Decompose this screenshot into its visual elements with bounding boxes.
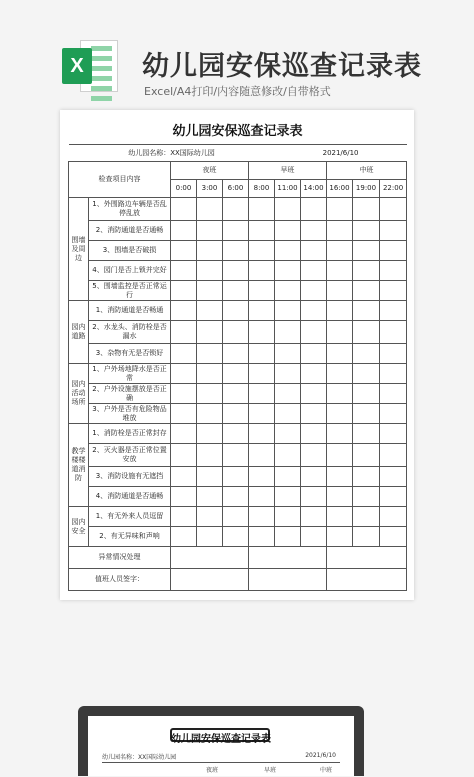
time-header: 11:00 xyxy=(275,180,301,198)
record-cell[interactable] xyxy=(353,344,380,364)
record-cell[interactable] xyxy=(171,301,197,321)
page-header xyxy=(0,0,474,110)
record-cell[interactable] xyxy=(223,507,249,527)
record-cell[interactable] xyxy=(301,507,327,527)
record-cell[interactable] xyxy=(197,404,223,424)
table-row xyxy=(69,487,407,507)
time-header: 14:00 xyxy=(301,180,327,198)
check-item: 4、消防通道是否通畅 xyxy=(89,487,171,507)
record-cell[interactable] xyxy=(249,424,275,444)
record-cell[interactable] xyxy=(171,384,197,404)
record-cell[interactable] xyxy=(275,487,301,507)
record-cell[interactable] xyxy=(380,241,407,261)
record-cell[interactable] xyxy=(223,261,249,281)
record-cell[interactable] xyxy=(353,487,380,507)
record-cell[interactable] xyxy=(171,321,197,344)
record-cell[interactable] xyxy=(249,344,275,364)
category-cell: 园内活动场所 xyxy=(69,364,89,424)
category-cell: 围墙及周边 xyxy=(69,198,89,301)
record-cell[interactable] xyxy=(301,321,327,344)
record-cell[interactable] xyxy=(223,487,249,507)
table-row xyxy=(69,444,407,467)
document-sheet xyxy=(60,110,414,600)
record-cell[interactable] xyxy=(197,261,223,281)
record-cell[interactable] xyxy=(301,344,327,364)
preview-title: 幼儿园安保巡查记录表 xyxy=(171,734,271,745)
record-cell[interactable] xyxy=(197,507,223,527)
record-cell[interactable] xyxy=(171,198,197,221)
record-cell[interactable] xyxy=(353,527,380,547)
record-cell[interactable] xyxy=(171,527,197,547)
record-cell[interactable] xyxy=(380,198,407,221)
record-cell[interactable] xyxy=(171,364,197,384)
record-cell[interactable] xyxy=(275,221,301,241)
table-row xyxy=(69,364,407,384)
record-cell[interactable] xyxy=(197,364,223,384)
record-cell[interactable] xyxy=(301,404,327,424)
record-cell[interactable] xyxy=(353,364,380,384)
table-row xyxy=(69,198,407,221)
footer-row xyxy=(69,569,407,591)
check-item: 1、消防栓是否正常封存 xyxy=(89,424,171,444)
table-row xyxy=(69,404,407,424)
record-cell[interactable] xyxy=(223,384,249,404)
record-cell[interactable] xyxy=(197,467,223,487)
table-row xyxy=(69,527,407,547)
table-row xyxy=(69,321,407,344)
school-name: 幼儿园名称：XX国际幼儿园 xyxy=(128,148,215,157)
record-cell[interactable] xyxy=(197,281,223,301)
record-cell[interactable] xyxy=(301,364,327,384)
check-item: 3、杂物有无是否锁好 xyxy=(89,344,171,364)
record-cell[interactable] xyxy=(327,261,353,281)
record-cell[interactable] xyxy=(380,527,407,547)
record-cell[interactable] xyxy=(380,281,407,301)
check-item: 2、有无异味和声响 xyxy=(89,527,171,547)
record-cell[interactable] xyxy=(275,241,301,261)
record-cell[interactable] xyxy=(353,321,380,344)
table-row xyxy=(69,281,407,301)
record-cell[interactable] xyxy=(327,221,353,241)
time-header: 8:00 xyxy=(249,180,275,198)
record-cell[interactable] xyxy=(353,467,380,487)
record-cell[interactable] xyxy=(301,198,327,221)
time-header: 22:00 xyxy=(380,180,407,198)
record-cell[interactable] xyxy=(171,404,197,424)
record-cell[interactable] xyxy=(327,198,353,221)
record-cell[interactable] xyxy=(275,384,301,404)
record-cell[interactable] xyxy=(327,527,353,547)
time-header: 0:00 xyxy=(171,180,197,198)
check-item: 2、灭火器是否正常位置安放 xyxy=(89,444,171,467)
record-cell[interactable] xyxy=(301,301,327,321)
record-cell[interactable] xyxy=(197,444,223,467)
record-cell[interactable] xyxy=(327,321,353,344)
record-cell[interactable] xyxy=(249,507,275,527)
record-cell[interactable] xyxy=(301,424,327,444)
category-cell: 园内道路 xyxy=(69,301,89,364)
table-row xyxy=(69,467,407,487)
check-item: 3、围墙是否破损 xyxy=(89,241,171,261)
record-cell[interactable] xyxy=(197,198,223,221)
record-cell[interactable] xyxy=(197,424,223,444)
record-cell[interactable] xyxy=(171,424,197,444)
record-cell[interactable] xyxy=(275,507,301,527)
record-cell[interactable] xyxy=(275,527,301,547)
record-cell[interactable] xyxy=(353,281,380,301)
record-cell[interactable] xyxy=(301,261,327,281)
record-cell[interactable] xyxy=(275,321,301,344)
record-date: 2021/6/10 xyxy=(322,148,359,157)
check-item: 1、消防通道是否畅通 xyxy=(89,301,171,321)
record-cell[interactable] xyxy=(171,344,197,364)
next-page-preview xyxy=(78,706,364,776)
preview-shift-night: 夜班 xyxy=(206,767,219,774)
record-cell[interactable] xyxy=(301,281,327,301)
record-cell[interactable] xyxy=(380,364,407,384)
record-cell[interactable] xyxy=(327,364,353,384)
record-cell[interactable] xyxy=(249,487,275,507)
record-cell[interactable] xyxy=(301,384,327,404)
check-item: 3、消防设施有无遮挡 xyxy=(89,467,171,487)
record-cell[interactable] xyxy=(197,527,223,547)
record-cell[interactable] xyxy=(353,384,380,404)
time-header: 16:00 xyxy=(327,180,353,198)
record-cell[interactable] xyxy=(249,221,275,241)
record-cell[interactable] xyxy=(353,404,380,424)
record-cell[interactable] xyxy=(223,221,249,241)
record-cell[interactable] xyxy=(249,384,275,404)
shift-header-midday: 中班 xyxy=(327,162,407,180)
record-cell[interactable] xyxy=(380,507,407,527)
record-cell[interactable] xyxy=(301,467,327,487)
record-cell[interactable] xyxy=(327,301,353,321)
record-cell[interactable] xyxy=(353,221,380,241)
record-cell[interactable] xyxy=(301,487,327,507)
record-cell[interactable] xyxy=(223,344,249,364)
signature-cell[interactable] xyxy=(171,569,249,591)
record-cell[interactable] xyxy=(301,221,327,241)
exception-note-cell[interactable] xyxy=(327,547,407,569)
check-item: 1、户外场地降水是否正常 xyxy=(89,364,171,384)
record-cell[interactable] xyxy=(223,364,249,384)
page-title: 幼儿园安保巡查记录表 xyxy=(142,51,422,82)
record-cell[interactable] xyxy=(380,301,407,321)
duty-signature-label: 值班人员签字： xyxy=(69,569,171,591)
exception-note-cell[interactable] xyxy=(171,547,249,569)
check-items-header: 检查项目内容 xyxy=(69,162,171,198)
record-cell[interactable] xyxy=(275,424,301,444)
excel-letter-badge: X xyxy=(62,48,92,84)
record-cell[interactable] xyxy=(327,424,353,444)
record-cell[interactable] xyxy=(380,424,407,444)
sheet-title: 幼儿园安保巡查记录表 xyxy=(69,118,407,145)
signature-cell[interactable] xyxy=(327,569,407,591)
record-cell[interactable] xyxy=(197,321,223,344)
record-cell[interactable] xyxy=(327,241,353,261)
preview-shift-midday: 中班 xyxy=(320,767,333,774)
record-cell[interactable] xyxy=(301,241,327,261)
record-cell[interactable] xyxy=(223,241,249,261)
record-cell[interactable] xyxy=(327,467,353,487)
record-cell[interactable] xyxy=(249,261,275,281)
exception-note-cell[interactable] xyxy=(249,547,327,569)
record-cell[interactable] xyxy=(327,487,353,507)
time-header: 19:00 xyxy=(353,180,380,198)
record-cell[interactable] xyxy=(249,281,275,301)
check-item: 2、户外设施摆放是否正确 xyxy=(89,384,171,404)
check-item: 2、消防通道是否通畅 xyxy=(89,221,171,241)
record-cell[interactable] xyxy=(197,344,223,364)
record-cell[interactable] xyxy=(197,301,223,321)
record-cell[interactable] xyxy=(171,487,197,507)
record-cell[interactable] xyxy=(249,241,275,261)
record-cell[interactable] xyxy=(353,444,380,467)
record-cell[interactable] xyxy=(249,198,275,221)
record-cell[interactable] xyxy=(275,467,301,487)
record-cell[interactable] xyxy=(249,404,275,424)
preview-shift-morning: 早班 xyxy=(264,767,277,774)
record-cell[interactable] xyxy=(197,384,223,404)
time-header: 6:00 xyxy=(223,180,249,198)
table-row xyxy=(69,241,407,261)
record-cell[interactable] xyxy=(380,487,407,507)
record-cell[interactable] xyxy=(327,404,353,424)
time-header: 3:00 xyxy=(197,180,223,198)
record-cell[interactable] xyxy=(380,261,407,281)
record-cell[interactable] xyxy=(380,404,407,424)
table-row xyxy=(69,424,407,444)
record-cell[interactable] xyxy=(249,301,275,321)
check-item: 1、有无外来人员逗留 xyxy=(89,507,171,527)
shift-header-night: 夜班 xyxy=(171,162,249,180)
table-row xyxy=(69,221,407,241)
record-cell[interactable] xyxy=(171,261,197,281)
preview-date: 2021/6/10 xyxy=(305,752,336,759)
record-cell[interactable] xyxy=(197,241,223,261)
record-cell[interactable] xyxy=(353,301,380,321)
check-item: 1、外围路边车辆是否乱停乱放 xyxy=(89,198,171,221)
exception-handling-label: 异常情况处理 xyxy=(69,547,171,569)
record-cell[interactable] xyxy=(353,241,380,261)
preview-page xyxy=(88,716,354,776)
page-subtitle: Excel/A4打印/内容随意修改/自带格式 xyxy=(144,85,331,98)
record-cell[interactable] xyxy=(249,364,275,384)
table-row xyxy=(69,301,407,321)
record-cell[interactable] xyxy=(223,444,249,467)
record-cell[interactable] xyxy=(249,321,275,344)
record-cell[interactable] xyxy=(223,301,249,321)
footer-row xyxy=(69,547,407,569)
record-cell[interactable] xyxy=(380,321,407,344)
patrol-record-table xyxy=(68,118,407,591)
record-cell[interactable] xyxy=(327,507,353,527)
table-row xyxy=(69,384,407,404)
record-cell[interactable] xyxy=(275,364,301,384)
record-cell[interactable] xyxy=(327,281,353,301)
record-cell[interactable] xyxy=(275,281,301,301)
record-cell[interactable] xyxy=(380,444,407,467)
record-cell[interactable] xyxy=(171,467,197,487)
record-cell[interactable] xyxy=(275,301,301,321)
record-cell[interactable] xyxy=(223,527,249,547)
excel-icon xyxy=(62,38,120,96)
record-cell[interactable] xyxy=(223,404,249,424)
check-item: 2、水龙头、消防栓是否漏水 xyxy=(89,321,171,344)
record-cell[interactable] xyxy=(171,241,197,261)
record-cell[interactable] xyxy=(327,444,353,467)
table-row xyxy=(69,261,407,281)
table-row xyxy=(69,344,407,364)
record-cell[interactable] xyxy=(171,281,197,301)
record-cell[interactable] xyxy=(353,507,380,527)
preview-school-name: 幼儿园名称：XX国际幼儿园 xyxy=(102,754,177,761)
record-cell[interactable] xyxy=(353,261,380,281)
record-cell[interactable] xyxy=(301,444,327,467)
record-cell[interactable] xyxy=(223,198,249,221)
record-cell[interactable] xyxy=(380,384,407,404)
record-cell[interactable] xyxy=(275,198,301,221)
record-cell[interactable] xyxy=(223,467,249,487)
record-cell[interactable] xyxy=(353,424,380,444)
record-cell[interactable] xyxy=(380,467,407,487)
record-cell[interactable] xyxy=(275,444,301,467)
record-cell[interactable] xyxy=(353,198,380,221)
record-cell[interactable] xyxy=(327,384,353,404)
check-item: 4、园门是否上锁并完好 xyxy=(89,261,171,281)
record-cell[interactable] xyxy=(275,344,301,364)
record-cell[interactable] xyxy=(171,221,197,241)
record-cell[interactable] xyxy=(327,344,353,364)
check-item: 5、围墙监控是否正常运行 xyxy=(89,281,171,301)
record-cell[interactable] xyxy=(275,404,301,424)
record-cell[interactable] xyxy=(223,281,249,301)
record-cell[interactable] xyxy=(197,487,223,507)
record-cell[interactable] xyxy=(380,221,407,241)
record-cell[interactable] xyxy=(275,261,301,281)
record-cell[interactable] xyxy=(380,344,407,364)
record-cell[interactable] xyxy=(249,527,275,547)
record-cell[interactable] xyxy=(171,444,197,467)
record-cell[interactable] xyxy=(301,527,327,547)
record-cell[interactable] xyxy=(249,467,275,487)
table-row xyxy=(69,507,407,527)
check-item: 3、户外是否有危险物品堆放 xyxy=(89,404,171,424)
record-cell[interactable] xyxy=(223,321,249,344)
record-cell[interactable] xyxy=(197,221,223,241)
category-cell: 园内安全 xyxy=(69,507,89,547)
record-cell[interactable] xyxy=(223,424,249,444)
shift-header-morning: 早班 xyxy=(249,162,327,180)
category-cell: 教学楼楼道消防 xyxy=(69,424,89,507)
record-cell[interactable] xyxy=(171,507,197,527)
signature-cell[interactable] xyxy=(249,569,327,591)
record-cell[interactable] xyxy=(249,444,275,467)
